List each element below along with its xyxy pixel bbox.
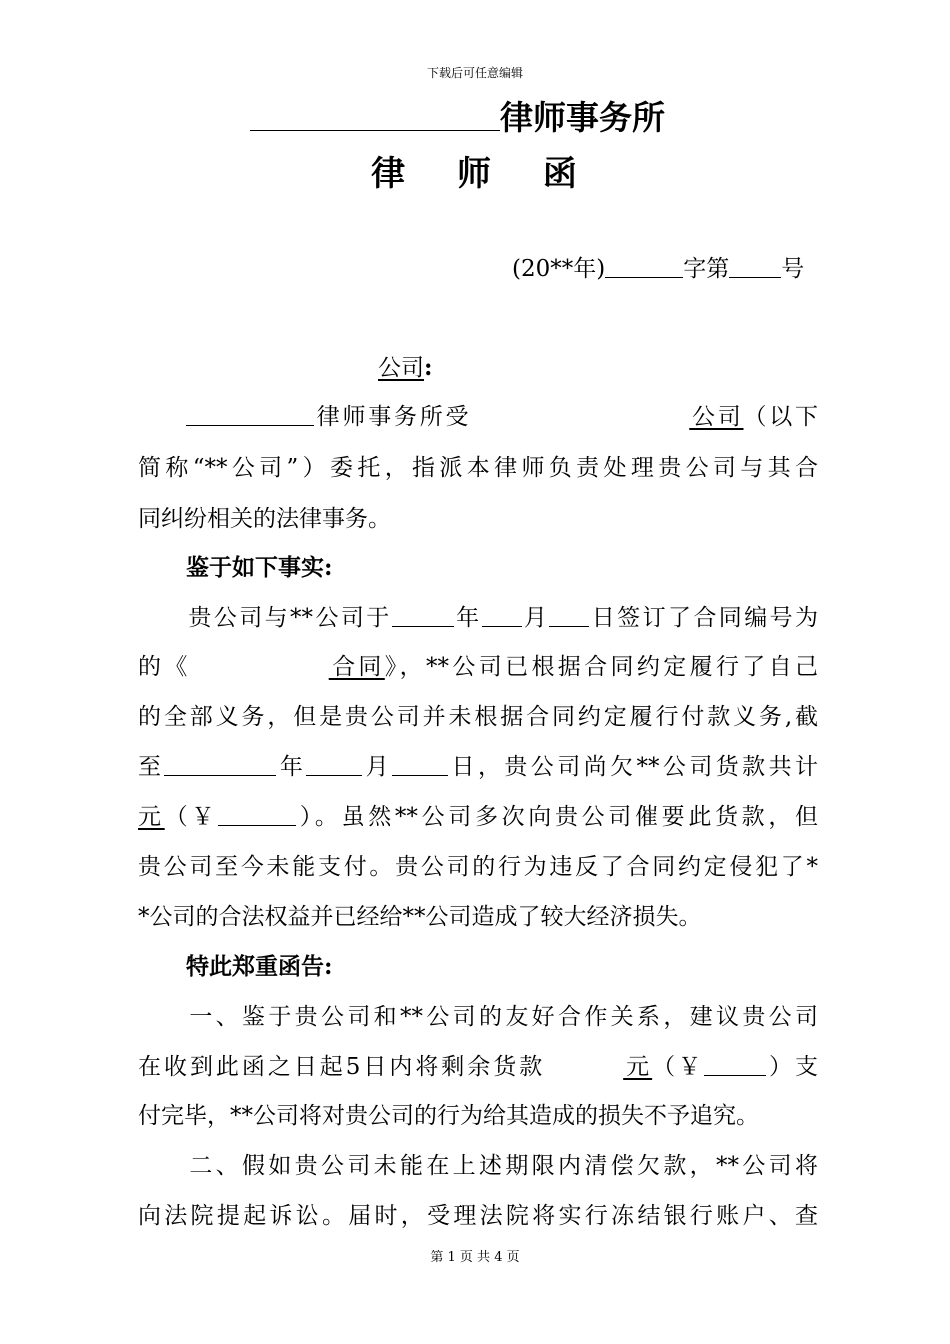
- paragraph-1-line-3: 同纠纷相关的法律事务。: [138, 506, 391, 532]
- header-note: 下载后可任意编辑: [426, 66, 523, 80]
- sign-year-blank: [392, 602, 454, 627]
- debt-month-blank: [306, 751, 362, 776]
- sign-day-blank: [549, 602, 589, 627]
- paragraph-2-line-1: 贵公司与**公司于 年 月 日签订了合同编号为: [138, 602, 818, 634]
- paragraph-2-line-4: 至 年 月 日，贵公司尚欠**公司货款共计: [138, 751, 818, 783]
- amount-yuan: 元: [138, 804, 165, 830]
- facts-heading: 鉴于如下事实:: [186, 554, 333, 581]
- firm-blank: [186, 401, 314, 426]
- debt-year-blank: [164, 751, 276, 776]
- paragraph-2-line-2: 的《 合同》，**公司已根据合同约定履行了自己: [138, 654, 819, 680]
- paragraph-2-line-6: 贵公司至今未能支付。贵公司的行为违反了合同约定侵犯了*: [138, 854, 818, 880]
- ref-prefix: (20**年): [512, 256, 606, 282]
- firm-name-text: 律师事务所: [500, 98, 665, 137]
- item-1-line-2: 在收到此函之日起5日内将剩余货款 元（￥ ）支: [138, 1051, 818, 1083]
- addressee-name: 公司: [378, 355, 424, 381]
- firm-heading: [250, 96, 665, 140]
- ref-mid: 字第: [683, 256, 730, 282]
- amount-figure-blank: [218, 801, 296, 826]
- remaining-figure-blank: [704, 1051, 766, 1076]
- sign-month-blank: [482, 602, 522, 627]
- reference-number: [512, 250, 804, 283]
- paragraph-1-line-2: 简称“**公司”）委托，指派本律师负责处理贵公司与其合: [138, 455, 818, 481]
- paragraph-1-line-1: 律师事务所受 公司（以下: [138, 401, 818, 433]
- ref-blank-1: [605, 253, 683, 278]
- paragraph-2-line-5: 元（￥ ）。虽然**公司多次向贵公司催要此货款，但: [138, 801, 818, 833]
- debt-day-blank: [392, 751, 448, 776]
- contract-name: 合同: [328, 654, 385, 680]
- item-2-line-1: 二、假如贵公司未能在上述期限内清偿欠款，**公司将: [186, 1153, 818, 1179]
- page-footer: 第 1 页 共 4 页: [430, 1250, 520, 1265]
- notice-heading: 特此郑重函告:: [186, 953, 333, 980]
- ref-suffix: 号: [781, 256, 805, 282]
- item-1-line-1: 一、鉴于贵公司和**公司的友好合作关系，建议贵公司: [186, 1004, 818, 1030]
- paragraph-2-line-7: *公司的合法权益并已经给**公司造成了较大经济损失。: [138, 904, 702, 930]
- client-company: 公司: [689, 404, 744, 430]
- addressee-colon: :: [424, 354, 433, 381]
- ref-blank-2: [729, 253, 781, 278]
- remaining-amount: 元: [623, 1054, 653, 1080]
- paragraph-2-line-3: 的全部义务，但是贵公司并未根据合同约定履行付款义务,截: [138, 704, 818, 730]
- letter-title: 律 师 函: [371, 154, 597, 194]
- addressee-line: [138, 352, 818, 384]
- item-1-line-3: 付完毕，**公司将对贵公司的行为给其造成的损失不予追究。: [138, 1103, 759, 1129]
- item-2-line-2: 向法院提起诉讼。届时，受理法院将实行冻结银行账户、查: [138, 1203, 818, 1229]
- firm-name-blank: [250, 96, 500, 131]
